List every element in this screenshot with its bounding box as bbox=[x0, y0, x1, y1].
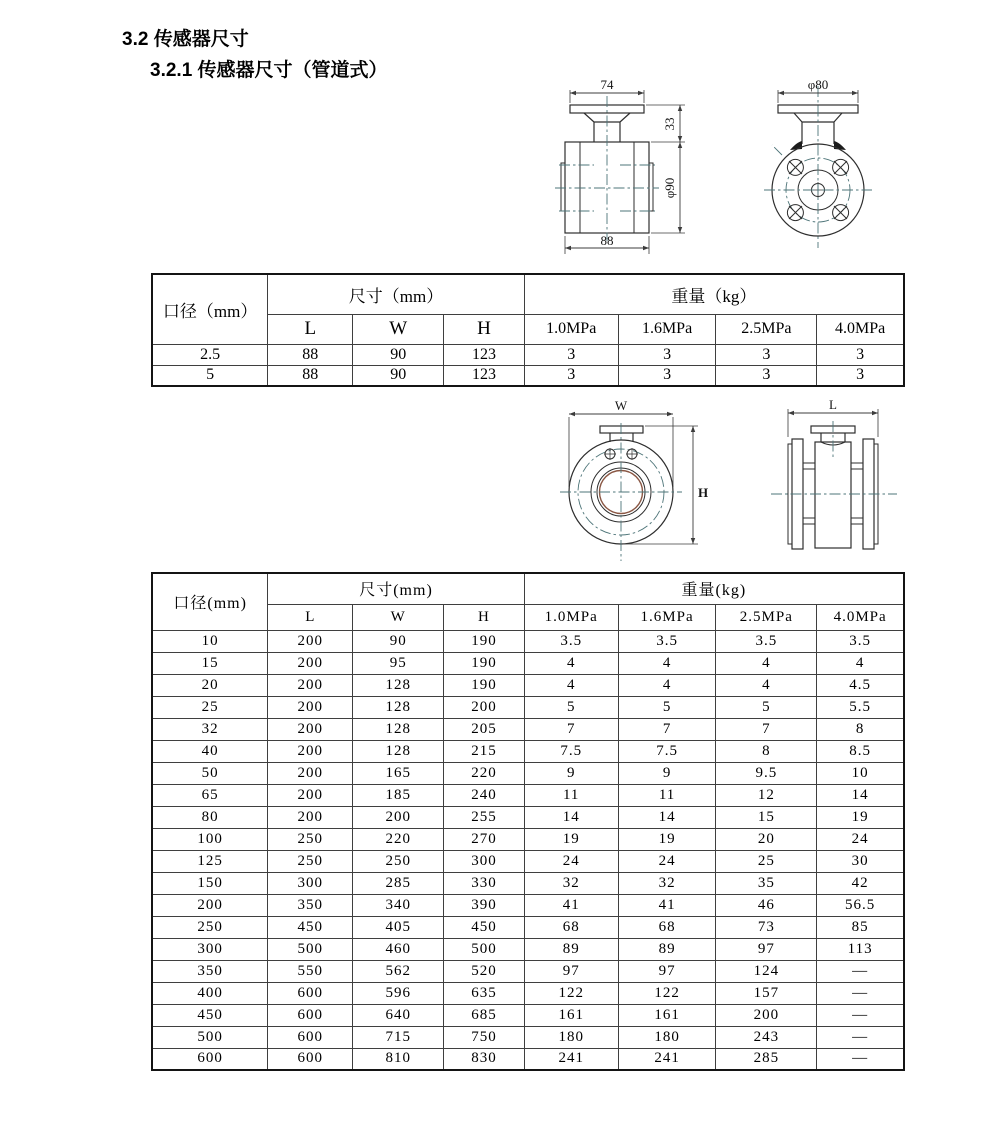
table-cell: 97 bbox=[618, 960, 716, 982]
svg-text:W: W bbox=[614, 398, 628, 413]
svg-text:74: 74 bbox=[600, 78, 614, 92]
column-header: 1.0MPa bbox=[524, 314, 618, 344]
table-cell: 56.5 bbox=[817, 894, 904, 916]
end-view bbox=[764, 78, 872, 248]
table-cell: 450 bbox=[268, 916, 353, 938]
table-cell: 550 bbox=[268, 960, 353, 982]
table-cell: 8 bbox=[817, 718, 904, 740]
table-cell: 200 bbox=[268, 784, 353, 806]
table-row bbox=[152, 344, 904, 365]
table-cell: 350 bbox=[152, 960, 268, 982]
table-cell: 450 bbox=[152, 1004, 268, 1026]
table-cell: 596 bbox=[353, 982, 444, 1004]
table-cell: 3 bbox=[716, 365, 817, 386]
table-cell: 113 bbox=[817, 938, 904, 960]
table-cell: 3 bbox=[618, 344, 716, 365]
table-cell: 300 bbox=[152, 938, 268, 960]
table-cell: 11 bbox=[618, 784, 716, 806]
column-header-diameter: 口径（mm） bbox=[152, 274, 268, 344]
table-cell: 300 bbox=[444, 850, 524, 872]
table-cell: 3 bbox=[524, 365, 618, 386]
table-cell: 3 bbox=[524, 344, 618, 365]
small-sensor-table bbox=[151, 273, 905, 387]
table-cell: 4 bbox=[716, 652, 817, 674]
column-group-size: 尺寸（mm） bbox=[268, 274, 524, 314]
table-cell: 450 bbox=[444, 916, 524, 938]
table-row bbox=[152, 828, 904, 850]
table-cell: 600 bbox=[268, 982, 353, 1004]
table-row bbox=[152, 674, 904, 696]
flanged-sensor-drawing bbox=[540, 397, 920, 569]
column-header: 2.5MPa bbox=[716, 314, 817, 344]
table-cell: 810 bbox=[353, 1048, 444, 1070]
table-cell: 520 bbox=[444, 960, 524, 982]
table-cell: 30 bbox=[817, 850, 904, 872]
table-cell: 157 bbox=[716, 982, 817, 1004]
table-cell: 95 bbox=[353, 652, 444, 674]
svg-text:H: H bbox=[697, 485, 709, 500]
table-cell: 180 bbox=[524, 1026, 618, 1048]
table-cell: 125 bbox=[152, 850, 268, 872]
table-cell: 5 bbox=[716, 696, 817, 718]
table-cell: 90 bbox=[353, 365, 444, 386]
table-cell: 4 bbox=[618, 674, 716, 696]
table-cell: 600 bbox=[268, 1048, 353, 1070]
table-cell: 14 bbox=[618, 806, 716, 828]
column-header: L bbox=[268, 314, 353, 344]
group-header-row bbox=[152, 274, 904, 314]
table-cell: 4 bbox=[716, 674, 817, 696]
subsection-heading: 3.2.1 传感器尺寸（管道式） bbox=[150, 60, 388, 81]
column-header: H bbox=[444, 604, 524, 630]
table-cell: 19 bbox=[524, 828, 618, 850]
dimension-flange-diameter bbox=[778, 78, 858, 103]
table-cell: 97 bbox=[716, 938, 817, 960]
table-cell: 4 bbox=[524, 674, 618, 696]
table-cell: 600 bbox=[268, 1026, 353, 1048]
table-cell: 750 bbox=[444, 1026, 524, 1048]
table-cell: 200 bbox=[268, 740, 353, 762]
table-cell: 500 bbox=[268, 938, 353, 960]
table-row bbox=[152, 850, 904, 872]
svg-text:L: L bbox=[829, 397, 837, 412]
dimension-height bbox=[623, 426, 708, 544]
table-cell: 89 bbox=[524, 938, 618, 960]
table-cell: 25 bbox=[716, 850, 817, 872]
table-cell: 390 bbox=[444, 894, 524, 916]
table-cell: 5.5 bbox=[817, 696, 904, 718]
column-header: 2.5MPa bbox=[716, 604, 817, 630]
table-cell: 190 bbox=[444, 630, 524, 652]
compact-sensor-drawing bbox=[548, 78, 893, 268]
table-body bbox=[152, 344, 904, 386]
table-body bbox=[152, 630, 904, 1070]
table-cell: 8.5 bbox=[817, 740, 904, 762]
table-cell: 85 bbox=[817, 916, 904, 938]
table-cell: 90 bbox=[353, 344, 444, 365]
table-row bbox=[152, 365, 904, 386]
column-header: W bbox=[353, 314, 444, 344]
table-cell: 161 bbox=[618, 1004, 716, 1026]
table-cell: 200 bbox=[444, 696, 524, 718]
table-cell: 128 bbox=[353, 740, 444, 762]
table-cell: 400 bbox=[152, 982, 268, 1004]
column-header: 1.6MPa bbox=[618, 314, 716, 344]
table-cell: 5 bbox=[618, 696, 716, 718]
table-cell: 5 bbox=[524, 696, 618, 718]
table-row bbox=[152, 740, 904, 762]
table-cell: 35 bbox=[716, 872, 817, 894]
table-cell: 3 bbox=[618, 365, 716, 386]
table-cell: 128 bbox=[353, 718, 444, 740]
table-row bbox=[152, 960, 904, 982]
table-row bbox=[152, 894, 904, 916]
table-cell: 15 bbox=[716, 806, 817, 828]
flange-face-view bbox=[560, 398, 708, 561]
table-cell: 180 bbox=[618, 1026, 716, 1048]
table-cell: 123 bbox=[444, 365, 524, 386]
table-cell: 165 bbox=[353, 762, 444, 784]
table-cell: 4 bbox=[817, 652, 904, 674]
table-cell: 10 bbox=[152, 630, 268, 652]
table-cell: 150 bbox=[152, 872, 268, 894]
table-cell: 97 bbox=[524, 960, 618, 982]
table-cell: 200 bbox=[353, 806, 444, 828]
column-group-weight: 重量（kg） bbox=[524, 274, 904, 314]
table-cell: 122 bbox=[524, 982, 618, 1004]
table-row bbox=[152, 718, 904, 740]
table-cell: 14 bbox=[817, 784, 904, 806]
table-cell: 500 bbox=[152, 1026, 268, 1048]
table-cell: 14 bbox=[524, 806, 618, 828]
table-row bbox=[152, 982, 904, 1004]
svg-text:88: 88 bbox=[600, 233, 614, 248]
table-cell: 200 bbox=[268, 674, 353, 696]
table-cell: 20 bbox=[716, 828, 817, 850]
table-cell: — bbox=[817, 982, 904, 1004]
table-cell: 635 bbox=[444, 982, 524, 1004]
table-cell: 9 bbox=[618, 762, 716, 784]
table-cell: 2.5 bbox=[152, 344, 268, 365]
table-cell: 205 bbox=[444, 718, 524, 740]
table-cell: 255 bbox=[444, 806, 524, 828]
table-cell: 200 bbox=[152, 894, 268, 916]
table-row bbox=[152, 762, 904, 784]
table-cell: 200 bbox=[716, 1004, 817, 1026]
column-header: 4.0MPa bbox=[817, 604, 904, 630]
table-row bbox=[152, 1048, 904, 1070]
table-cell: 32 bbox=[524, 872, 618, 894]
table-cell: 11 bbox=[524, 784, 618, 806]
table-cell: 250 bbox=[268, 828, 353, 850]
table-row bbox=[152, 938, 904, 960]
column-header: L bbox=[268, 604, 353, 630]
table-cell: 600 bbox=[152, 1048, 268, 1070]
table-cell: 50 bbox=[152, 762, 268, 784]
table-cell: 65 bbox=[152, 784, 268, 806]
column-header: 4.0MPa bbox=[817, 314, 904, 344]
table-cell: 24 bbox=[618, 850, 716, 872]
table-cell: 88 bbox=[268, 344, 353, 365]
dimension-body-diameter bbox=[662, 142, 680, 233]
table-cell: 32 bbox=[618, 872, 716, 894]
pipeline-sensor-table bbox=[151, 572, 905, 1071]
table-cell: 200 bbox=[268, 652, 353, 674]
table-cell: 41 bbox=[618, 894, 716, 916]
pipe-side-view bbox=[771, 397, 897, 549]
table-cell: 200 bbox=[268, 630, 353, 652]
column-header: W bbox=[353, 604, 444, 630]
table-cell: 89 bbox=[618, 938, 716, 960]
table-cell: 40 bbox=[152, 740, 268, 762]
table-row bbox=[152, 652, 904, 674]
table-cell: 3.5 bbox=[618, 630, 716, 652]
table-cell: 25 bbox=[152, 696, 268, 718]
table-cell: 240 bbox=[444, 784, 524, 806]
table-cell: 88 bbox=[268, 365, 353, 386]
table-cell: 640 bbox=[353, 1004, 444, 1026]
table-cell: 190 bbox=[444, 674, 524, 696]
table-cell: 185 bbox=[353, 784, 444, 806]
table-cell: 600 bbox=[268, 1004, 353, 1026]
table-row bbox=[152, 630, 904, 652]
dimension-body-width bbox=[565, 233, 649, 254]
table-cell: 7 bbox=[524, 718, 618, 740]
table-cell: 20 bbox=[152, 674, 268, 696]
table-cell: 562 bbox=[353, 960, 444, 982]
table-cell: 220 bbox=[353, 828, 444, 850]
table-cell: 123 bbox=[444, 344, 524, 365]
table-cell: 128 bbox=[353, 696, 444, 718]
table-cell: 12 bbox=[716, 784, 817, 806]
table-cell: 715 bbox=[353, 1026, 444, 1048]
table-cell: 241 bbox=[618, 1048, 716, 1070]
table-cell: 68 bbox=[618, 916, 716, 938]
table-cell: 250 bbox=[268, 850, 353, 872]
dimension-neck-height bbox=[646, 105, 685, 233]
table-cell: 350 bbox=[268, 894, 353, 916]
table-cell: 405 bbox=[353, 916, 444, 938]
table-cell: 9 bbox=[524, 762, 618, 784]
table-cell: 5 bbox=[152, 365, 268, 386]
table-cell: 250 bbox=[353, 850, 444, 872]
column-header: 1.6MPa bbox=[618, 604, 716, 630]
table-cell: 41 bbox=[524, 894, 618, 916]
table-row bbox=[152, 1026, 904, 1048]
table-row bbox=[152, 1004, 904, 1026]
front-view bbox=[555, 78, 685, 254]
table-cell: 15 bbox=[152, 652, 268, 674]
table-cell: 190 bbox=[444, 652, 524, 674]
table-row bbox=[152, 696, 904, 718]
column-header: H bbox=[444, 314, 524, 344]
svg-text:φ80: φ80 bbox=[807, 78, 829, 92]
column-group-size: 尺寸(mm) bbox=[268, 573, 524, 604]
table-cell: 243 bbox=[716, 1026, 817, 1048]
table-cell: — bbox=[817, 1004, 904, 1026]
table-cell: 200 bbox=[268, 696, 353, 718]
table-cell: 3 bbox=[817, 365, 904, 386]
group-header-row bbox=[152, 573, 904, 604]
table-cell: 80 bbox=[152, 806, 268, 828]
table-cell: 32 bbox=[152, 718, 268, 740]
table-cell: — bbox=[817, 1048, 904, 1070]
table-cell: 3.5 bbox=[716, 630, 817, 652]
table-cell: 124 bbox=[716, 960, 817, 982]
table-cell: 42 bbox=[817, 872, 904, 894]
column-group-weight: 重量(kg) bbox=[524, 573, 904, 604]
table-cell: 270 bbox=[444, 828, 524, 850]
table-cell: 4 bbox=[524, 652, 618, 674]
table-cell: 7 bbox=[716, 718, 817, 740]
table-cell: 100 bbox=[152, 828, 268, 850]
table-cell: 46 bbox=[716, 894, 817, 916]
table-row bbox=[152, 806, 904, 828]
table-cell: 9.5 bbox=[716, 762, 817, 784]
table-cell: 3.5 bbox=[817, 630, 904, 652]
table-cell: 161 bbox=[524, 1004, 618, 1026]
table-cell: 68 bbox=[524, 916, 618, 938]
table-cell: 285 bbox=[353, 872, 444, 894]
table-cell: 250 bbox=[152, 916, 268, 938]
column-header-diameter: 口径(mm) bbox=[152, 573, 268, 630]
table-cell: 7.5 bbox=[618, 740, 716, 762]
svg-text:33: 33 bbox=[662, 117, 677, 131]
table-cell: 122 bbox=[618, 982, 716, 1004]
table-row bbox=[152, 916, 904, 938]
table-cell: 285 bbox=[716, 1048, 817, 1070]
table-cell: 200 bbox=[268, 762, 353, 784]
column-header: 1.0MPa bbox=[524, 604, 618, 630]
table-cell: 830 bbox=[444, 1048, 524, 1070]
table-cell: 19 bbox=[817, 806, 904, 828]
table-cell: 128 bbox=[353, 674, 444, 696]
table-cell: 4 bbox=[618, 652, 716, 674]
table-cell: 200 bbox=[268, 718, 353, 740]
table-cell: 4.5 bbox=[817, 674, 904, 696]
table-cell: 10 bbox=[817, 762, 904, 784]
section-heading: 3.2 传感器尺寸 bbox=[122, 29, 249, 50]
table-cell: 90 bbox=[353, 630, 444, 652]
table-cell: 8 bbox=[716, 740, 817, 762]
table-cell: 3 bbox=[716, 344, 817, 365]
table-cell: 7.5 bbox=[524, 740, 618, 762]
table-cell: 330 bbox=[444, 872, 524, 894]
table-cell: 19 bbox=[618, 828, 716, 850]
table-cell: 3.5 bbox=[524, 630, 618, 652]
table-cell: 200 bbox=[268, 806, 353, 828]
table-row bbox=[152, 784, 904, 806]
table-cell: 215 bbox=[444, 740, 524, 762]
table-cell: — bbox=[817, 960, 904, 982]
table-cell: 3 bbox=[817, 344, 904, 365]
table-cell: 24 bbox=[817, 828, 904, 850]
table-cell: 73 bbox=[716, 916, 817, 938]
table-cell: 685 bbox=[444, 1004, 524, 1026]
table-cell: 220 bbox=[444, 762, 524, 784]
table-cell: 340 bbox=[353, 894, 444, 916]
table-cell: 7 bbox=[618, 718, 716, 740]
table-cell: 241 bbox=[524, 1048, 618, 1070]
svg-text:φ90: φ90 bbox=[662, 177, 677, 199]
table-cell: 24 bbox=[524, 850, 618, 872]
table-cell: 300 bbox=[268, 872, 353, 894]
table-row bbox=[152, 872, 904, 894]
table-cell: — bbox=[817, 1026, 904, 1048]
table-cell: 460 bbox=[353, 938, 444, 960]
table-cell: 500 bbox=[444, 938, 524, 960]
